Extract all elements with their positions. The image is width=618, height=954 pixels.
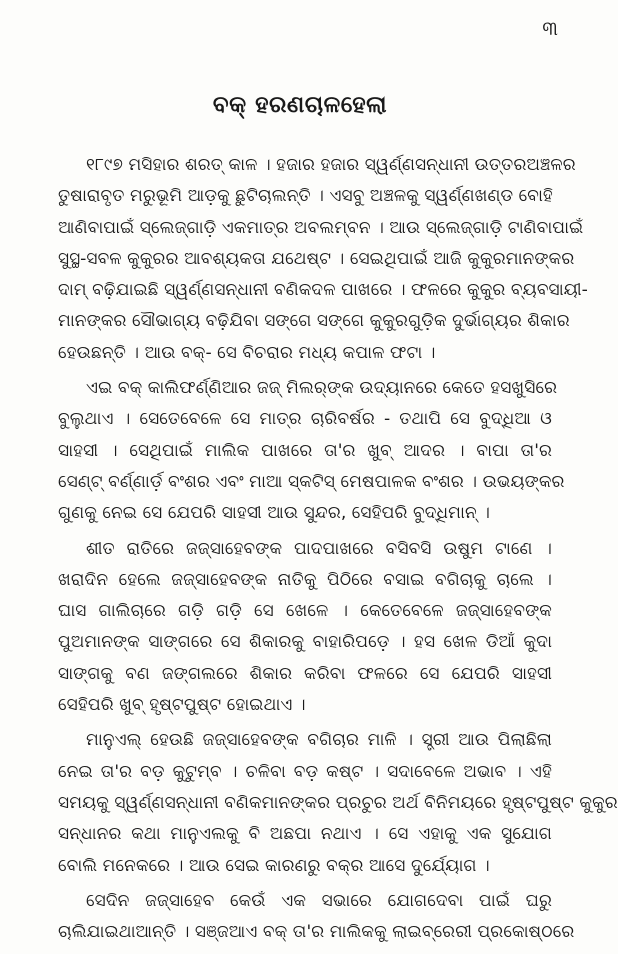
page-number: ୩ [542, 16, 558, 40]
text-line: ସେହିପରି ଖୁବ୍ ହୃଷ୍ଟପୁଷ୍ଟ ହୋଇଥାଏ । [58, 695, 306, 716]
text-line: ପୁଅମାନଙ୍କ ସାଙ୍ଗରେ ସେ ଶିକାରକୁ ବାହାରିପଡ଼େ । ହସ ଖେଳ ଡିଆଁ କୁଦା [58, 632, 552, 653]
text-line: ଦାମ୍ ବଢ଼ିଯାଇଛି ସ୍ୱର୍ଣ୍ଣସନ୍ଧାନୀ ବଣିକଦଳ ପାଖରେ । ଫଳରେ କୁକୁର ବ୍ୟବସାୟୀ- [58, 280, 588, 301]
text-line: ଘାସ ଗାଲିଚାରେ ଗଡ଼ି ଗଡ଼ି ସେ ଖେଳେ । କେତେବେଳେ ଜଜ୍‌ସାହେବଙ୍କ [58, 601, 552, 622]
text-line: ନେଇ ତା'ର ବଡ଼ କୁଟୁମ୍ବ । ଚଳିବା ବଡ଼ କଷ୍ଟ । ସଦାବେଳେ ଅଭାବ । ଏହି [58, 761, 552, 782]
paragraph-3 [58, 534, 552, 722]
text-line: ଚାଲିଯାଇଥାଆନ୍ତି । ସଞ୍ଜଆଏ ବକ୍ ତା'ର ମାଲିକକୁ ଲାଇବ୍ରେରୀ ପ୍ରକୋଷ୍ଠରେ [58, 922, 575, 943]
body-text [58, 150, 618, 948]
text-line: ସେଦିନ ଜଜ୍‌ସାହେବ କେଉଁ ଏକ ସଭାରେ ଯୋଗଦେବା ପାଇଁ ଘରୁ [86, 890, 552, 911]
text-line: ମାନଙ୍କର ସୌଭାଗ୍ୟ ବଢ଼ିଯିବା ସଙ୍ଗେ ସଙ୍ଗେ କୁକୁରଗୁଡ଼ିକ ଦୁର୍ଭାଗ୍ୟର ଶିକାର [58, 311, 570, 332]
paragraph-1 [58, 150, 588, 369]
text-line: ବୋଲି ମନେକରେ । ଆଉ ସେଇ କାରଣରୁ ବକ୍‌ର ଆସେ ଦୁର୍ଯ୍ୟୋଗ । [58, 855, 490, 876]
text-line: ହେଉଛନ୍ତି । ଆଉ ବକ୍- ସେ ବିଚରାର ମଧ୍ୟ କପାଳ ଫଟା । [58, 342, 436, 363]
text-line: ସନ୍ଧାନର କଥା ମାନୁଏଲକୁ ବି ଅଛପା ନଥାଏ । ସେ ଏହାକୁ ଏକ ସୁଯୋଗ [58, 824, 552, 845]
text-line: ଏଇ ବକ୍ କାଲିଫର୍ଣ୍ଣିଆର ଜଜ୍ ମିଲର୍‌ଙ୍କ ଉଦ୍ୟାନରେ କେତେ ହସଖୁସିରେ [86, 378, 558, 399]
text-line: ସୁସ୍ଥ-ସବଳ କୁକୁରର ଆବଶ୍ୟକତା ଯଥେଷ୍ଟ । ସେଇଥିପାଇଁ ଆଜି କୁକୁରମାନଙ୍କର [58, 248, 575, 269]
text-line: ସାହସୀ । ସେଥିପାଇଁ ମାଲିକ ପାଖରେ ତା'ର ଖୁବ୍ ଆଦର । ବାପା ତା'ର [58, 440, 552, 461]
chapter-title: ବକ୍ ହରଣଚାଳହେଲା [212, 92, 388, 118]
text-line: ଆଣିବାପାଇଁ ସ୍ଲେଜ୍‌ଗାଡ଼ି ଏକମାତ୍ର ଅବଲମ୍ବନ । ଆଉ ସ୍ଲେଜ୍‌ଗାଡ଼ି ଟାଣିବାପାଇଁ [58, 217, 584, 238]
text-line: ମାନୁଏଲ୍ ହେଉଛି ଜଜ୍‌ସାହେବଙ୍କ ବଗିଚାର ମାଳି । ସ୍ତ୍ରୀ ଆଉ ପିଲାଛିଲା [86, 730, 552, 751]
text-line: ବୁଲୁଥାଏ । ସେତେବେଳେ ସେ ମାତ୍ର ଚାରିବର୍ଷର - ତଥାପି ସେ ବୁଦ୍ଧିଆ ଓ [58, 409, 552, 430]
text-line: ତୁଷାରାବୃତ ମରୁଭୂମି ଆଡ଼କୁ ଛୁଟିଚାଲନ୍ତି । ଏସବୁ ଅଞ୍ଚଳକୁ ସ୍ୱର୍ଣ୍ଣଖଣ୍ଡ ବୋହି [58, 186, 553, 207]
text-line: ୧୮୯୭ ମସିହାର ଶରତ୍ କାଳ । ହଜାର ହଜାର ସ୍ୱର୍ଣ୍ଣସନ୍ଧାନୀ ଉତ୍ତରଅଞ୍ଚଳର [86, 155, 576, 175]
paragraph-4 [58, 725, 618, 881]
text-line: ଖରାଦିନ ହେଲେ ଜଜ୍‌ସାହେବଙ୍କ ନାତିକୁ ପିଠିରେ ବସାଇ ବଗିଚାକୁ ଚାଲେ । [58, 569, 552, 590]
text-line: ଶୀତ ରାତିରେ ଜଜ୍‌ସାହେବଙ୍କ ପାଦପାଖରେ ବସିବସି ଉଷୁମ ଟାଣେ । [86, 538, 552, 559]
text-line: ସାଙ୍ଗକୁ ବଣ ଜଙ୍ଗଲରେ ଶିକାର କରିବା ଫଳରେ ସେ ଯେପରି ସାହସୀ [58, 663, 552, 684]
paragraph-2 [58, 373, 565, 529]
text-line: ସମୟକୁ ସ୍ୱର୍ଣ୍ଣସନ୍ଧାନୀ ବଣିକମାନଙ୍କର ପ୍ରଚୁର ଅର୍ଥ ବିନିମୟରେ ହୃଷ୍ଟପୁଷ୍ଟ କୁକୁର [58, 792, 618, 813]
text-line: ସେଣ୍ଟ୍ ବର୍ଣ୍ଣାର୍ଡ଼ ବଂଶର ଏବଂ ମାଆ ସ୍କଟିସ୍ ମେଷପାଳକ ବଂଶର । ଉଭୟଙ୍କର [58, 471, 565, 492]
paragraph-5 [58, 886, 575, 949]
text-line: ଗୁଣକୁ ନେଇ ସେ ଯେପରି ସାହସୀ ଆଉ ସୁନ୍ଦର, ସେହିପରି ବୁଦ୍ଧିମାନ୍ । [58, 503, 490, 524]
